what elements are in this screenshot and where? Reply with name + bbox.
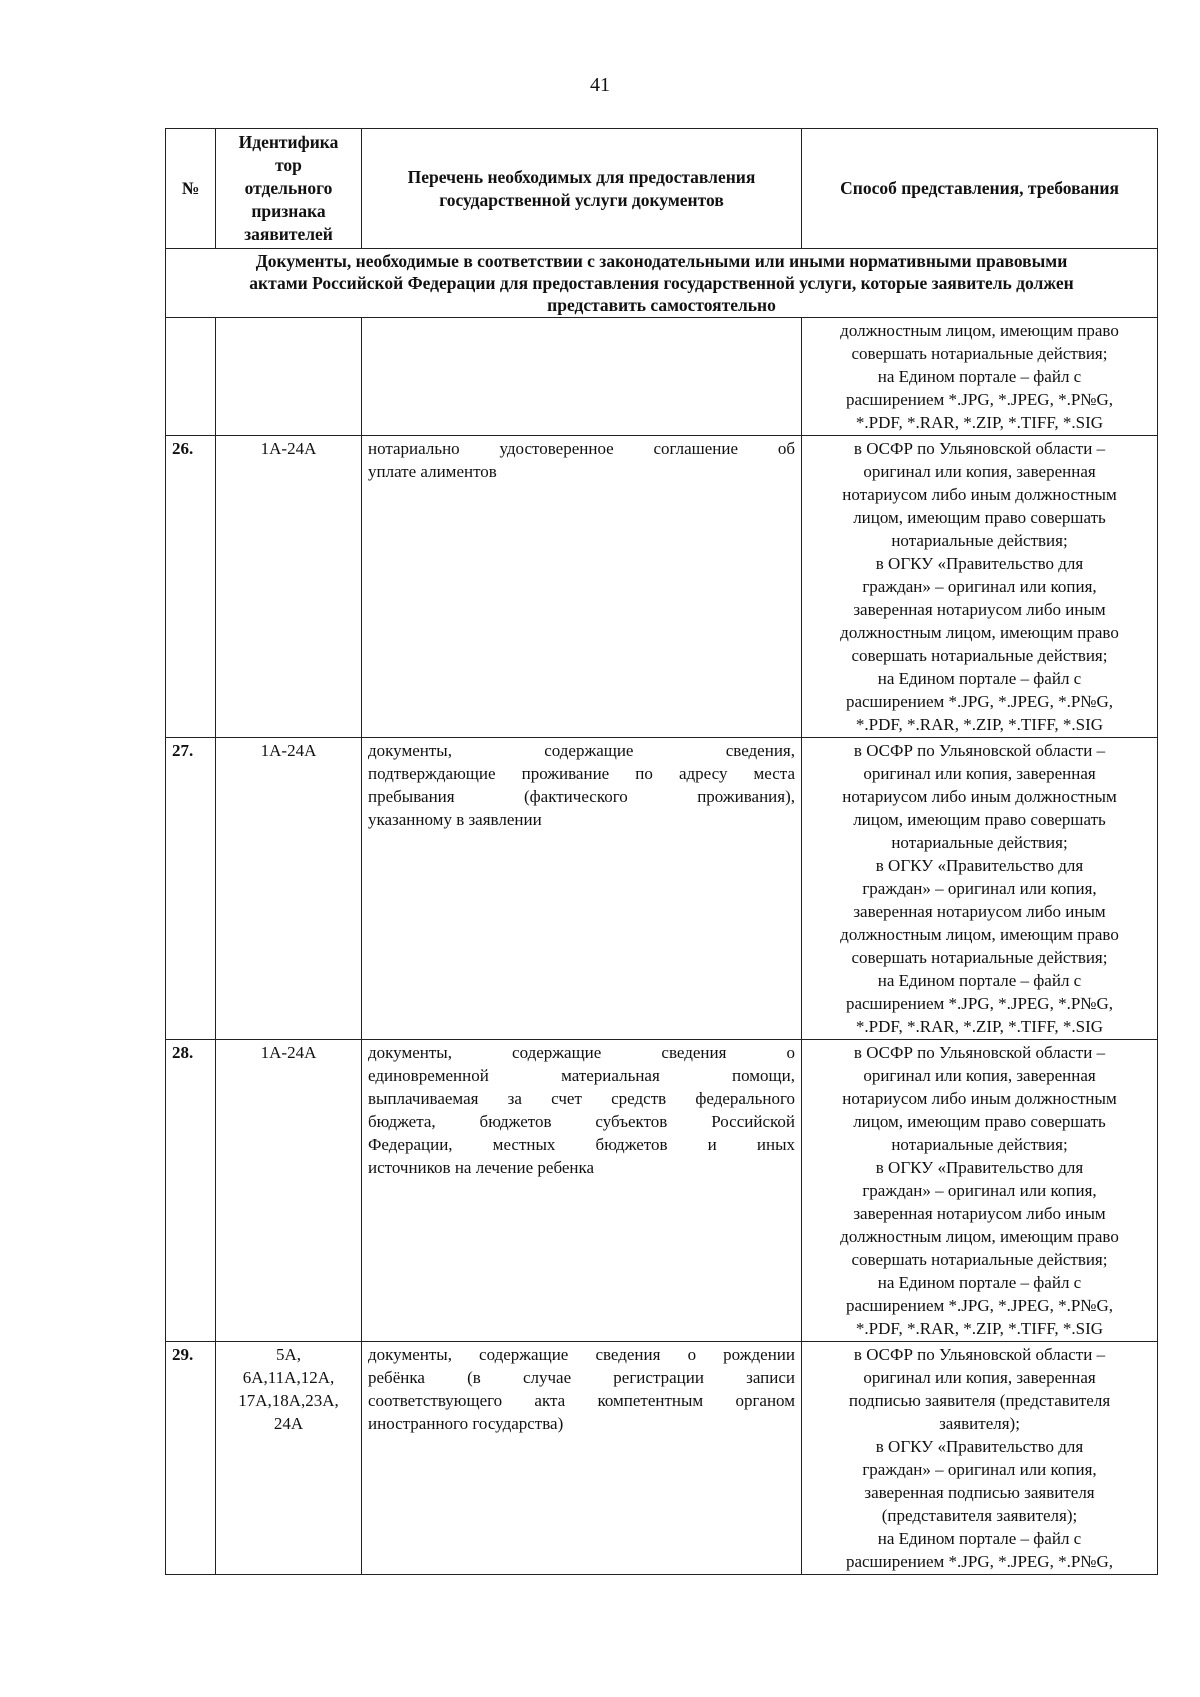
text-line: документы, содержащие сведения о bbox=[368, 1043, 795, 1062]
cell-num: 28. bbox=[166, 1040, 216, 1342]
text-line: граждан» – оригинал или копия, bbox=[862, 577, 1097, 596]
text-line: 1А-24А bbox=[260, 741, 317, 760]
table-row bbox=[166, 1342, 1158, 1575]
text-line: в ОСФР по Ульяновской области – bbox=[853, 741, 1106, 760]
text-line: расширением *.JPG, *.JPEG, *.P№G, bbox=[845, 1296, 1114, 1315]
text-line: Перечень необходимых для предоставления bbox=[407, 166, 756, 187]
text-line: нотариусом либо иным должностным bbox=[842, 1089, 1117, 1108]
text-line: иностранного государства) bbox=[368, 1414, 564, 1433]
text-line: выплачиваемая за счет средств федерального bbox=[368, 1089, 795, 1108]
text-line: оригинал или копия, заверенная bbox=[863, 764, 1096, 783]
cell-documents bbox=[362, 318, 802, 436]
table-row-continuation bbox=[166, 318, 1158, 436]
cell-method bbox=[802, 1040, 1158, 1342]
cell-identifier bbox=[216, 738, 362, 1040]
text-line: документы, содержащие сведения, bbox=[368, 741, 795, 760]
cell-num: 26. bbox=[166, 436, 216, 738]
text-line: граждан» – оригинал или копия, bbox=[862, 1460, 1097, 1479]
text-line: 1А-24А bbox=[260, 1043, 317, 1062]
text-line: источников на лечение ребенка bbox=[368, 1158, 595, 1177]
text-line: нотариальные действия; bbox=[891, 1135, 1068, 1154]
cell-identifier bbox=[216, 436, 362, 738]
text-line: на Едином портале – файл с bbox=[877, 1529, 1082, 1548]
cell-documents bbox=[362, 436, 802, 738]
text-line: Федерации, местных бюджетов и иных bbox=[368, 1135, 795, 1154]
text-line: тор bbox=[275, 155, 302, 175]
text-line: совершать нотариальные действия; bbox=[851, 646, 1108, 665]
text-line: в ОГКУ «Правительство для bbox=[875, 1437, 1084, 1456]
table-row bbox=[166, 436, 1158, 738]
text-line: на Едином портале – файл с bbox=[877, 367, 1082, 386]
text-line: расширением *.JPG, *.JPEG, *.P№G, bbox=[845, 692, 1114, 711]
section-title bbox=[166, 249, 1158, 318]
text-line: 5А, bbox=[275, 1345, 302, 1364]
cell-method bbox=[802, 738, 1158, 1040]
text-line: 24А bbox=[273, 1414, 304, 1433]
page-number: 41 bbox=[590, 74, 610, 96]
text-line: в ОГКУ «Правительство для bbox=[875, 554, 1084, 573]
text-line: заявителя); bbox=[939, 1414, 1020, 1433]
text-line: подписью заявителя (представителя bbox=[848, 1391, 1111, 1410]
text-line: граждан» – оригинал или копия, bbox=[862, 879, 1097, 898]
text-line: соответствующего акта компетентным органом bbox=[368, 1391, 795, 1410]
table-header-row bbox=[166, 129, 1158, 249]
cell-identifier bbox=[216, 1040, 362, 1342]
text-line: лицом, имеющим право совершать bbox=[853, 810, 1106, 829]
text-line: Идентифика bbox=[238, 132, 339, 152]
text-line: совершать нотариальные действия; bbox=[851, 344, 1108, 363]
text-line: (представителя заявителя); bbox=[881, 1506, 1078, 1525]
text-line: в ОГКУ «Правительство для bbox=[875, 1158, 1084, 1177]
text-line: в ОСФР по Ульяновской области – bbox=[853, 439, 1106, 458]
text-line: должностным лицом, имеющим право bbox=[840, 1227, 1119, 1246]
text-line: нотариусом либо иным должностным bbox=[842, 485, 1117, 504]
cell-num: 29. bbox=[166, 1342, 216, 1575]
text-line: *.PDF, *.RAR, *.ZIP, *.TIFF, *.SIG bbox=[855, 1319, 1104, 1338]
cell-method bbox=[802, 436, 1158, 738]
text-line: единовременной материальная помощи, bbox=[368, 1066, 795, 1085]
text-line: на Едином портале – файл с bbox=[877, 1273, 1082, 1292]
text-line: совершать нотариальные действия; bbox=[851, 948, 1108, 967]
text-line: заверенная нотариусом либо иным bbox=[853, 600, 1106, 619]
cell-num bbox=[166, 318, 216, 436]
text-line: должностным лицом, имеющим право bbox=[840, 321, 1119, 340]
text-line: расширением *.JPG, *.JPEG, *.P№G, bbox=[845, 390, 1114, 409]
text-line: подтверждающие проживание по адресу места bbox=[368, 764, 795, 783]
text-line: заверенная нотариусом либо иным bbox=[853, 1204, 1106, 1223]
header-method: Способ представления, требования bbox=[802, 129, 1158, 249]
header-num: № bbox=[166, 129, 216, 249]
text-line: совершать нотариальные действия; bbox=[851, 1250, 1108, 1269]
text-line: отдельного bbox=[244, 178, 333, 198]
text-line: нотариальные действия; bbox=[891, 531, 1068, 550]
header-identifier bbox=[216, 129, 362, 249]
cell-identifier bbox=[216, 318, 362, 436]
cell-num: 27. bbox=[166, 738, 216, 1040]
table-row bbox=[166, 738, 1158, 1040]
text-line: 6А,11А,12А, bbox=[242, 1368, 335, 1387]
text-line: расширением *.JPG, *.JPEG, *.P№G, bbox=[845, 994, 1114, 1013]
text-line: бюджета, бюджетов субъектов Российской bbox=[368, 1112, 795, 1131]
cell-documents bbox=[362, 1342, 802, 1575]
text-line: лицом, имеющим право совершать bbox=[853, 1112, 1106, 1131]
text-line: в ОСФР по Ульяновской области – bbox=[853, 1043, 1106, 1062]
header-documents bbox=[362, 129, 802, 249]
text-line: в ОГКУ «Правительство для bbox=[875, 856, 1084, 875]
text-line: в ОСФР по Ульяновской области – bbox=[853, 1345, 1106, 1364]
text-line: нотариусом либо иным должностным bbox=[842, 787, 1117, 806]
text-line: Документы, необходимые в соответствии с законодательными или иными нормативными правовыми bbox=[255, 251, 1068, 271]
text-line: лицом, имеющим право совершать bbox=[853, 508, 1106, 527]
text-line: представить самостоятельно bbox=[547, 295, 776, 315]
cell-identifier bbox=[216, 1342, 362, 1575]
text-line: 1А-24А bbox=[260, 439, 317, 458]
text-line: граждан» – оригинал или копия, bbox=[862, 1181, 1097, 1200]
cell-documents bbox=[362, 1040, 802, 1342]
table-row bbox=[166, 1040, 1158, 1342]
section-title-row bbox=[166, 249, 1158, 318]
text-line: *.PDF, *.RAR, *.ZIP, *.TIFF, *.SIG bbox=[855, 1017, 1104, 1036]
text-line: *.PDF, *.RAR, *.ZIP, *.TIFF, *.SIG bbox=[855, 715, 1104, 734]
cell-documents bbox=[362, 738, 802, 1040]
text-line: нотариальные действия; bbox=[891, 833, 1068, 852]
text-line: государственной услуги документов bbox=[439, 189, 724, 210]
text-line: нотариально удостоверенное соглашение об bbox=[368, 439, 795, 458]
text-line: оригинал или копия, заверенная bbox=[863, 1368, 1096, 1387]
documents-table bbox=[165, 128, 1158, 1575]
cell-method bbox=[802, 318, 1158, 436]
text-line: 17А,18А,23А, bbox=[238, 1391, 339, 1410]
text-line: ребёнка (в случае регистрации записи bbox=[368, 1368, 795, 1387]
text-line: должностным лицом, имеющим право bbox=[840, 925, 1119, 944]
text-line: оригинал или копия, заверенная bbox=[863, 1066, 1096, 1085]
text-line: заверенная подписью заявителя bbox=[864, 1483, 1095, 1502]
text-line: на Едином портале – файл с bbox=[877, 669, 1082, 688]
cell-method bbox=[802, 1342, 1158, 1575]
text-line: должностным лицом, имеющим право bbox=[840, 623, 1119, 642]
text-line: уплате алиментов bbox=[368, 462, 497, 481]
text-line: расширением *.JPG, *.JPEG, *.P№G, bbox=[845, 1552, 1114, 1571]
text-line: пребывания (фактического проживания), bbox=[368, 787, 795, 806]
text-line: оригинал или копия, заверенная bbox=[863, 462, 1096, 481]
text-line: актами Российской Федерации для предоставления государственной услуги, которые заявитель должен bbox=[249, 273, 1074, 293]
text-line: документы, содержащие сведения о рождении bbox=[368, 1345, 795, 1364]
text-line: признака bbox=[251, 201, 326, 221]
text-line: на Едином портале – файл с bbox=[877, 971, 1082, 990]
text-line: указанному в заявлении bbox=[368, 810, 542, 829]
text-line: *.PDF, *.RAR, *.ZIP, *.TIFF, *.SIG bbox=[855, 413, 1104, 432]
text-line: заявителей bbox=[244, 224, 333, 244]
text-line: заверенная нотариусом либо иным bbox=[853, 902, 1106, 921]
